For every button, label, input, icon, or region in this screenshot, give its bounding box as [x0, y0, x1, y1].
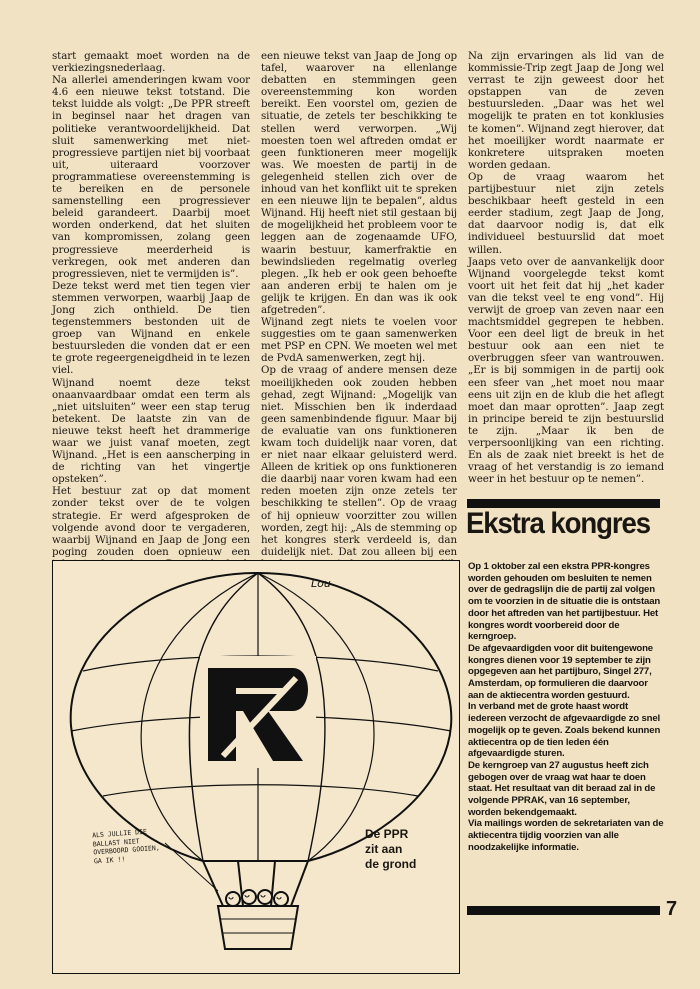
sidebar-paragraph: Via mailings worden de sekretariaten van de aktiecentra tijdig voorzien van alle noodzakelijke informatie. — [468, 818, 664, 853]
article-column-1 — [52, 50, 250, 594]
paragraph: Wijnand zegt niets te voelen voor suggesties om te gaan samenwerken met PSP en CPN. We moeten wel met de PvdA samenwerken, zegt hij. — [261, 316, 457, 365]
paragraph: een nieuwe tekst van Jaap de Jong op tafel, waarover na ellenlange debatten en stemmingen geen overeenstemming kon worden bereikt. Een voorstel om, gezien de situatie, de zetels ter beschikking te stellen werd verworpen. „Wij moesten toen wel aftreden omdat er geen funktioneren meer mogelijk was. We moesten de partij in de gelegenheid stellen zich over de inhoud van het konflikt uit te spreken en een nieuwe lijn te bepalen”, aldus Wijnand. Hij heeft niet stil gestaan bij de mogelijkheid het probleem voor te leggen aan de zogenaamde UFO, waarin bestuur, kamerfraktie en bewindslieden regelmatig overleg plegen. „Ik heb er ook geen behoefte aan anderen erbij te halen om je gelijk te krijgen. En dan was ik ook afgetreden”. — [261, 50, 457, 316]
paragraph: Op de vraag waarom het partijbestuur niet zijn zetels beschikbaar heeft gesteld in een eerder stadium, zegt Jaap de Jong, dat daarvoor nodig is, dat elk individueel bestuurslid dat moet willen. — [468, 170, 664, 256]
paragraph: Het bestuur zat op dat moment zonder tekst over de te volgen strategie. Er werd afgesproken de volgende avond door te vergaderen, waarbij Wijnand en Jaap de Jong een poging zouden doen opnieuw een — [52, 485, 250, 558]
sidebar-bottom-rule — [467, 906, 660, 915]
sidebar-paragraph: Op 1 oktober zal een ekstra PPR-kongres worden gehouden om besluiten te nemen over de gedragslijn die de partij zal volgen om te voorzien in de situatie die is ontstaan door het aftreden van het partijbestuur. Het kongres wordt voorbereid door de kerngroep. — [468, 561, 661, 643]
ppr-logo — [200, 656, 316, 768]
cartoon-caption — [365, 827, 455, 872]
article-column-3 — [468, 50, 664, 485]
signature: Lou — [311, 577, 331, 590]
caption-line: de grond — [365, 857, 417, 871]
paragraph: Wijnand noemt deze tekst onaanvaardbaar omdat een term als „niet uitsluiten” weer een stap terug betekent. De laatste zin van de nieuwe tekst heeft het drammerige waar we juist vanaf moeten, zegt Wijnand. „Het is een aanscherping in de richting van het vingertje opsteken”. — [52, 376, 250, 486]
sidebar-paragraph: De afgevaardigden voor dit buitengewone kongres dienen voor 19 september te zijn opgegeven aan het partijburo, Singel 277, Amsterdam, op formulieren die daarvoor aan de aktiecentra worden gestuurd. — [468, 642, 653, 701]
sidebar-paragraph: De kerngroep van 27 augustus heeft zich gebogen over de vraag wat haar te doen staat. Het resultaat van dit beraad zal in de volgende PPRAK, van 16 september, worden bekendgemaakt. — [468, 759, 656, 818]
sidebar-headline: Ekstra kongres — [466, 507, 650, 540]
cartoon-illustration — [52, 560, 460, 974]
paragraph: Na allerlei amenderingen kwam voor 4.6 een nieuwe tekst totstand. Die tekst luidde als volgt: „De PPR streeft in beginsel naar het dragen van politieke verantwoordelijkheid. Dat sluit samenwerking met niet-progressieve partijen niet bij voorbaat uit, uiteraard voorzover programmatiese overeenstemming is te bereiken en de personele samenstelling een progressiever beleid garandeert. Daarbij moet worden onderkend, dat het sluiten van kompromissen, zolang geen progressieve meerderheid is verkregen, ook met anderen dan progressieven, niet te vermijden is”. — [52, 74, 250, 280]
page-number: 7 — [666, 898, 678, 920]
sidebar-paragraph: In verband met de grote haast wordt iedereen verzocht de afgevaardigde zo snel mogelijk op te geven. Zoals bekend kunnen aktiecentra op de tien leden één afgevaardigde sturen. — [468, 701, 661, 760]
paragraph: Deze tekst werd met tien tegen vier stemmen verworpen, waarbij Jaap de Jong zich onthield. De tien tegenstemmers bestonden uit de groep van Wijnand en enkele bestuursleden die vonden dat er een te grote regeergeneigdheid in te lezen viel. — [52, 279, 250, 377]
paragraph: Op de vraag of andere mensen deze moeilijkheden ook zouden hebben gehad, zegt Wijnand: „Mogelijk van niet. Misschien ben ik inderdaad geen samenbindende figuur. Maar bij de evaluatie van ons funktioneren kwam toch duidelijk naar voren, dat er niet naar elkaar geluisterd werd. Alleen de kritiek op ons funktioneren die daarbij naar voren kwam had een reden moeten zijn onze zetels ter beschikking te stellen”. Op de vraag of hij opnieuw voorzitter zou willen worden, zegt hij: „Als de stemming op het kongres sterk verdeeld is, dan duidelijk niet. Dat zou alleen bij een — [261, 364, 457, 558]
sidebar-body — [468, 561, 664, 854]
paragraph: Na zijn ervaringen als lid van de kommissie-Trip zegt Jaap de Jong wel verrast te zijn geweest door het opstappen van de zeven bestuursleden. „Daar was het wel mogelijk te praten en tot konklusies te komen”. Wijnand zegt hierover, dat het moeilijker wordt naarmate er konkretere uitspraken moeten worden gedaan. — [468, 50, 664, 171]
caption-line: De PPR — [365, 827, 409, 841]
speech-text: ALS JULLIE DIE BALLAST NIET OVERBOORD GOOIEN, GA IK !! — [91, 827, 161, 865]
paragraph: Jaaps veto over de aanvankelijk door Wijnand voorgelegde tekst komt voort uit het feit dat hij „het kader van die tekst veel te eng vond”. Hij verwijt de groep van zeven naar een machtsmiddel gegrepen te hebben. Voor een deel ligt de breuk in het bestuur ook aan een niet te overbruggen sfeer van wantrouwen. „Er is bij sommigen in de partij ook een sfeer van „het moet nou maar eens uit zijn en de klub die het aflegt moet dan maar oprotten”. Jaap zegt in principe bereid te zijn bestuurslid te zijn. „Maar ik ben de verpersoonlijking van een richting. En als de zaak niet breekt is het de vraag of het verstandig is zo iemand weer in het bestuur op te nemen”. — [468, 255, 664, 486]
article-column-2 — [261, 50, 457, 582]
caption-line: zit aan — [365, 842, 403, 856]
paragraph: start gemaakt moet worden na de verkiezingsnederlaag. — [52, 50, 250, 75]
balloon-drawing — [53, 561, 461, 975]
balloon-basket — [218, 906, 298, 949]
